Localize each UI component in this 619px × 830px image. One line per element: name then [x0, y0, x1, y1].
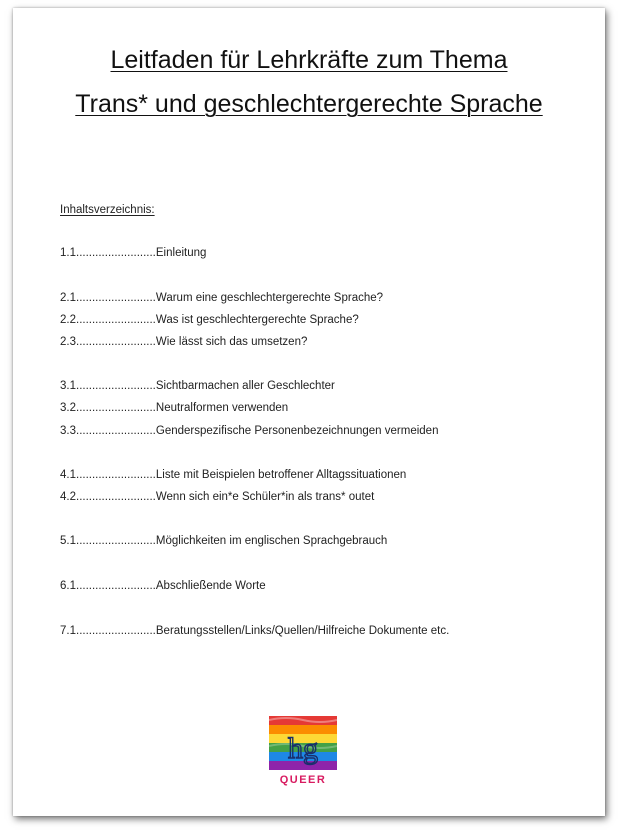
toc-entry-leader: ......................... [76, 292, 156, 304]
toc-entry-label: Liste mit Beispielen betroffener Alltagssituationen [155, 469, 407, 481]
toc-entry-number: 3.3 [60, 425, 76, 437]
document-title-line-2: Trans* und geschlechtergerechte Sprache [75, 90, 543, 118]
toc-entry-leader: ......................... [76, 535, 156, 547]
toc-entry [60, 336, 307, 348]
toc-entry-label: Abschließende Worte [155, 580, 266, 592]
toc-entry [60, 292, 383, 304]
toc-entry-number: 7.1 [60, 625, 76, 637]
toc-entry-label: Sichtbarmachen aller Geschlechter [155, 380, 335, 392]
document-title-line-1: Leitfaden für Lehrkräfte zum Thema [110, 46, 508, 74]
toc-entry-leader: ......................... [76, 380, 156, 392]
logo-letters: hg [288, 732, 318, 765]
toc-entry-number: 6.1 [60, 580, 76, 592]
toc-entry [60, 469, 406, 481]
queer-logo [269, 716, 337, 786]
toc-entry [60, 625, 449, 637]
toc-entry-number: 5.1 [60, 535, 76, 547]
toc-entry-label: Möglichkeiten im englischen Sprachgebrauch [155, 535, 388, 547]
toc-entry-number: 3.1 [60, 380, 76, 392]
toc-entry-leader: ......................... [76, 625, 156, 637]
toc-entry-leader: ......................... [76, 336, 156, 348]
toc-entry [60, 314, 359, 326]
toc-entry-leader: ......................... [76, 580, 156, 592]
toc-entry-number: 4.2 [60, 491, 76, 503]
toc-entry-label: Warum eine geschlechtergerechte Sprache? [155, 292, 384, 304]
toc-entry [60, 425, 438, 437]
toc-entry-leader: ......................... [76, 469, 156, 481]
toc-entry-number: 2.2 [60, 314, 76, 326]
toc-entry-label: Genderspezifische Personenbezeichnungen vermeiden [155, 425, 439, 437]
toc-entry-leader: ......................... [76, 425, 156, 437]
toc-entry [60, 247, 206, 259]
logo-caption: QUEER [279, 774, 327, 786]
toc-entry-number: 4.1 [60, 469, 76, 481]
toc-entry-leader: ......................... [76, 491, 156, 503]
toc-entry-label: Wie lässt sich das umsetzen? [155, 336, 308, 348]
toc-entry-label: Neutralformen verwenden [155, 402, 289, 414]
toc-entry-leader: ......................... [76, 402, 156, 414]
document-page [13, 8, 605, 816]
toc-entry-leader: ......................... [76, 247, 156, 259]
toc-entry-label: Wenn sich ein*e Schüler*in als trans* outet [155, 491, 375, 503]
toc-entry [60, 535, 387, 547]
toc-entry-label: Einleitung [155, 247, 207, 259]
toc-entry-number: 2.1 [60, 292, 76, 304]
toc-entry [60, 402, 288, 414]
toc-entry-number: 1.1 [60, 247, 76, 259]
toc-entry [60, 580, 266, 592]
toc-entry-label: Beratungsstellen/Links/Quellen/Hilfreiche Dokumente etc. [155, 625, 450, 637]
toc-entry [60, 491, 374, 503]
toc-entry-label: Was ist geschlechtergerechte Sprache? [155, 314, 359, 326]
toc-entry-leader: ......................... [76, 314, 156, 326]
toc-entry-number: 2.3 [60, 336, 76, 348]
toc-entry-number: 3.2 [60, 402, 76, 414]
toc-entry [60, 380, 335, 392]
toc-heading: Inhaltsverzeichnis: [60, 204, 155, 216]
